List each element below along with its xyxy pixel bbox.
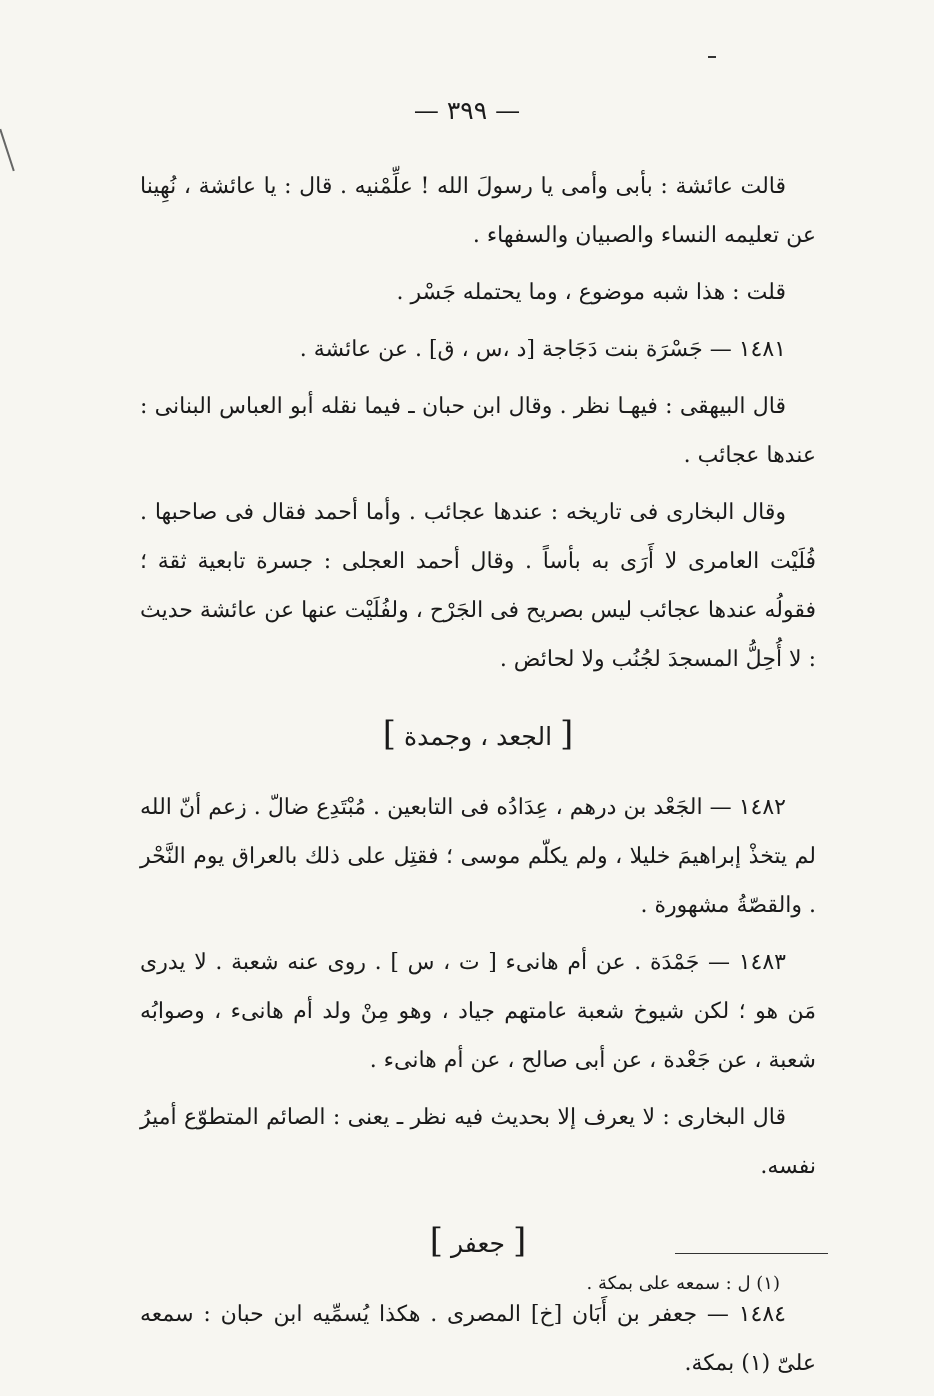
- main-text: [140, 162, 816, 1396]
- bracket-open: [: [512, 1221, 527, 1261]
- entry-1484: ١٤٨٤ — جعفر بن أَبَان [خ] المصرى . هكذا يُسمِّيه ابن حبان : سمعه علىّ (١) بمكة.: [140, 1302, 816, 1376]
- top-mark: [708, 56, 716, 58]
- paragraph: وقال البخارى فى تاريخه : عندها عجائب . وأما أحمد فقال فى صاحبها . فُلَيْت العامرى لا أَرَى به بأساً . وقال أحمد العجلى : جسرة تابعية ثقة ؛ فقولُه عندها عجائب ليس بصريح فى الجَرْح ، ولفُلَيْت عنها عن عائشة حديث : لا أُحِلُّ المسجدَ لجُنُب ولا لحائض .: [140, 500, 816, 672]
- paragraph: قلت : هذا شبه موضوع ، وما يحتمله جَسْر .: [396, 280, 786, 305]
- footnote-rule: [675, 1253, 828, 1254]
- entry-1481: ١٤٨١ — جَسْرَة بنت دَجَاجة [د ،س ، ق] . عن عائشة .: [299, 337, 786, 362]
- margin-mark: [0, 129, 15, 171]
- paragraph: قالت عائشة : بأبى وأمى يا رسولَ الله ! علِّمْنيه . قال : يا عائشة ، نُهِينا عن تعليمه النساء والصبيان والسفهاء .: [140, 174, 816, 248]
- paragraph: قال البيهقى : فيهـا نظر . وقال ابن حبان ـ فيما نقله أبو العباس البنانى : عندها عجائب .: [140, 394, 816, 468]
- bracket-close: ]: [429, 1221, 444, 1261]
- footnote: (١) ل : سمعه على بمكة .: [586, 1273, 780, 1294]
- heading-text: الجعد ، وجمدة: [403, 722, 553, 751]
- bracket-open: [: [559, 714, 574, 754]
- section-heading-jaad: [140, 706, 816, 765]
- heading-text: جعفر: [451, 1229, 505, 1258]
- paragraph: قال البخارى : لا يعرف إلا بحديث فيه نظر ـ يعنى : الصائم المتطوّع أميرُ نفسه.: [140, 1105, 816, 1179]
- entry-1483: ١٤٨٣ — جَمْدَة . عن أم هانىء [ ت ، س ] . روى عنه شعبة . لا يدرى مَن هو ؛ لكن شيوخ شعبة عامتهم جياد ، وهو مِنْ ولد أم هانىء ، وصوابُه شعبة ، عن جَعْدة ، عن أبى صالح ، عن أم هانىء .: [140, 950, 816, 1073]
- entry-1482: ١٤٨٢ — الجَعْد بن درهم ، عِدَادُه فى التابعين . مُبْتَدِع ضالّ . زعم أنّ الله لم يتخذْ إبراهيمَ خليلا ، ولم يكلّم موسى ؛ فقتِل على ذلك بالعراق يوم النَّحْر . والقصّةُ مشهورة .: [140, 795, 816, 918]
- bracket-close: ]: [382, 714, 397, 754]
- page-number: — ٣٩٩ —: [413, 96, 521, 125]
